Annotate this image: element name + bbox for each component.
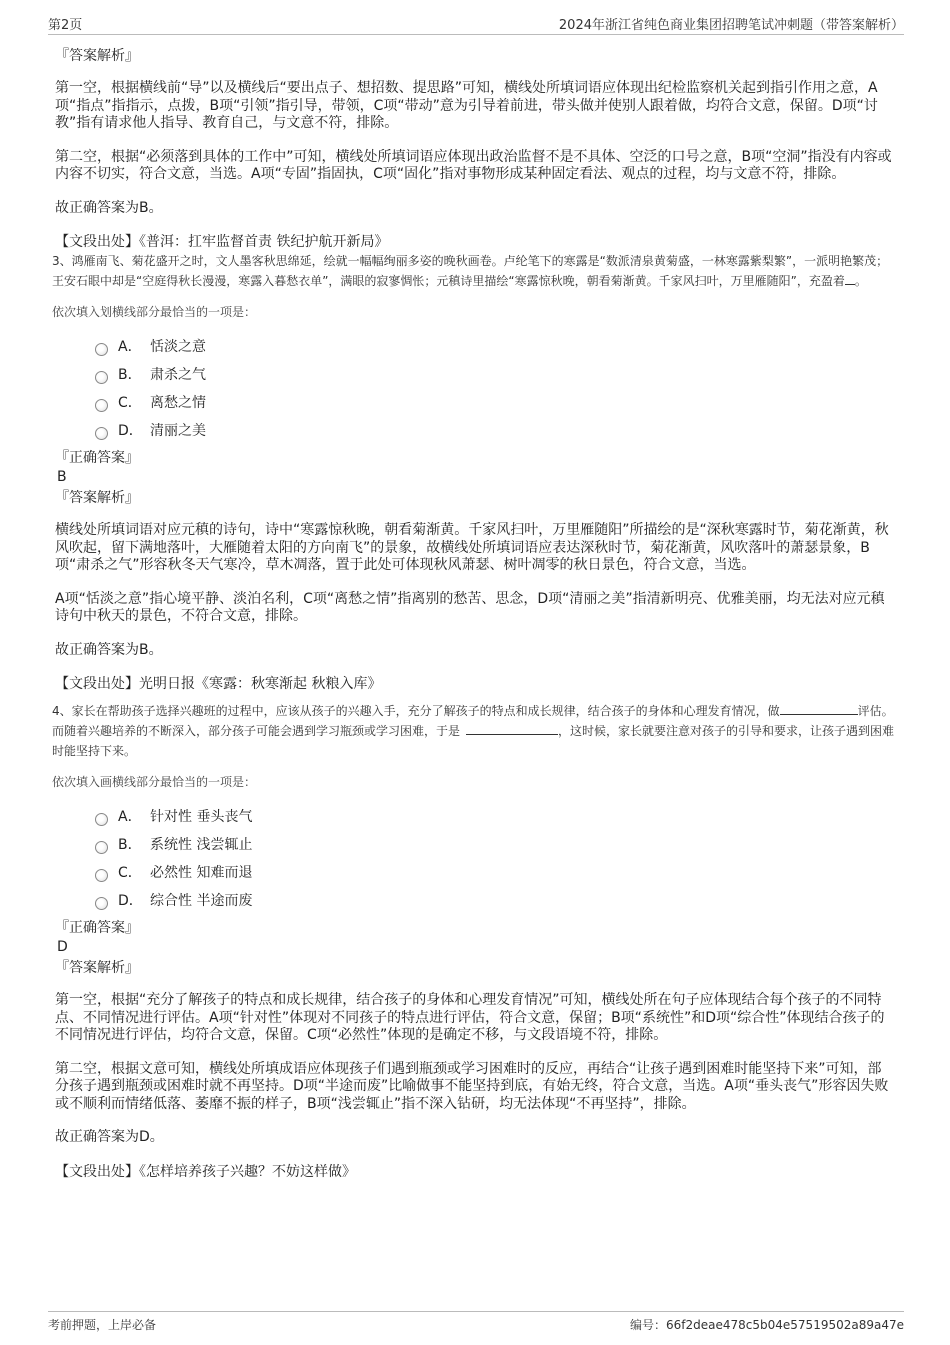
q3-option-c[interactable] — [95, 388, 895, 416]
option-text: 肃杀之气 — [150, 367, 206, 383]
radio-icon[interactable] — [95, 841, 108, 854]
radio-icon[interactable] — [95, 399, 108, 412]
option-text: 清丽之美 — [150, 423, 206, 439]
q3-stem-end: 。 — [854, 274, 867, 288]
radio-icon[interactable] — [95, 813, 108, 826]
q4-stem-a: 4、家长在帮助孩子选择兴趣班的过程中，应该从孩子的兴趣入手，充分了解孩子的特点和成长规律，结合孩子的身体和心理发育情况，做 — [52, 704, 780, 718]
q4-options — [95, 802, 895, 914]
q4-stem-b: 评估。而随着兴趣培养的不断深入，部分孩子可能会遇到学习瓶颈或学习困难，于是 — [52, 704, 894, 738]
option-key: A． — [118, 809, 142, 825]
option-key: D． — [118, 893, 143, 909]
option-key: C． — [118, 395, 142, 411]
option-key: A． — [118, 339, 142, 355]
option-text: 针对性 垂头丧气 — [150, 809, 253, 825]
option-text: 必然性 知难而退 — [150, 865, 253, 881]
page-number: 第2页 — [48, 18, 83, 33]
q3-option-d[interactable] — [95, 416, 895, 444]
q4-option-c[interactable] — [95, 858, 895, 886]
q4-analysis-label: 『答案解析』 — [55, 960, 139, 976]
option-key: D． — [118, 423, 143, 439]
q3-stem-text: 3、鸿雁南飞、菊花盛开之时，文人墨客秋思绵延，绘就一幅幅绚丽多姿的晚秋画卷。卢纶笔下的寒露是“数派清泉黄菊盛，一林寒露紫梨繁”，一派明艳繁茂；王安石眼中却是“空庭得秋长漫漫，寒露入暮愁衣单”，满眼的寂寥惆怅；元稹诗里描绘“寒露惊秋晚，朝看菊渐黄。千家风扫叶，万里雁随阳”，充盈着 — [52, 254, 889, 288]
page-header — [48, 14, 904, 35]
footer-slogan: 考前押题，上岸必备 — [48, 1318, 157, 1332]
q3-option-b[interactable] — [95, 360, 895, 388]
page-footer — [48, 1311, 904, 1334]
q4-blank-2 — [466, 722, 558, 735]
q3-blank — [845, 272, 855, 285]
option-text: 综合性 半途而废 — [150, 893, 253, 909]
q3-analysis-p3: 故正确答案为B。 — [55, 641, 163, 658]
q3-analysis-p1: 横线处所填词语对应元稹的诗句，诗中“寒露惊秋晚，朝看菊渐黄。千家风扫叶，万里雁随阳”所描绘的是“深秋寒露时节，菊花渐黄，秋风吹起，留下满地落叶，大雁随着太阳的方向南飞”的景象，故横线处所填词语应表达深秋时节，菊花渐黄，风吹落叶的萧瑟景象，B项“肃杀之气”形容秋冬天气寒冷，草木凋落，置于此处可体现秋风萧瑟、树叶凋零的秋日景色，符合文意，当选。 — [55, 522, 889, 573]
q3-analysis-p2: A项“恬淡之意”指心境平静、淡泊名利，C项“离愁之情”指离别的愁苦、思念，D项“清丽之美”指清新明亮、优雅美丽，均无法对应元稹诗句中秋天的景色，不符合文意，排除。 — [55, 590, 885, 624]
q4-analysis-p1: 第一空，根据“充分了解孩子的特点和成长规律，结合孩子的身体和心理发育情况”可知，横线处所在句子应体现结合每个孩子的不同特点、不同情况进行评估。A项“针对性”体现对不同孩子的特点进行评估，符合文意，保留；B项“系统性”和D项“综合性”体现结合孩子的不同情况进行评估，均符合文意，保留。C项“必然性”体现的是确定不移，与文段语境不符，排除。 — [55, 992, 885, 1043]
q3-stem — [52, 251, 895, 291]
option-key: C． — [118, 865, 142, 881]
q2-analysis-p2: 第二空，根据“必须落到具体的工作中”可知，横线处所填词语应体现出政治监督不是不具体、空泛的口号之意，B项“空洞”指没有内容或内容不切实，符合文意，当选。A项“专固”指固执，C项“固化”指对事物形成某种固定看法、观点的过程，均与文意不符，排除。 — [55, 148, 892, 182]
q4-correct-answer: D — [57, 939, 68, 955]
q2-source: 【文段出处】《普洱：扛牢监督首责 铁纪护航开新局》 — [55, 234, 389, 250]
q3-correct-answer: B — [57, 469, 67, 485]
radio-icon[interactable] — [95, 427, 108, 440]
radio-icon[interactable] — [95, 343, 108, 356]
option-key: B． — [118, 367, 142, 383]
q4-source: 【文段出处】《怎样培养孩子兴趣？不妨这样做》 — [55, 1163, 356, 1180]
q3-options — [95, 332, 895, 444]
q4-stem — [52, 701, 895, 761]
q4-analysis-p2: 第二空，根据文意可知，横线处所填成语应体现孩子们遇到瓶颈或学习困难时的反应，再结合“让孩子遇到困难时能坚持下来”可知，部分孩子遇到瓶颈或困难时就不再坚持。D项“半途而废”比喻做事不能坚持到底，有始无终，符合文意，当选。A项“垂头丧气”形容因失败或不顺利而情绪低落、萎靡不振的样子，B项“浅尝辄止”指不深入钻研，均无法体现“不再坚持”，排除。 — [55, 1060, 889, 1112]
q3-source: 【文段出处】光明日报《寒露：秋寒渐起 秋粮入库》 — [55, 676, 382, 692]
option-text: 系统性 浅尝辄止 — [150, 837, 253, 853]
radio-icon[interactable] — [95, 897, 108, 910]
radio-icon[interactable] — [95, 371, 108, 384]
q3-prompt: 依次填入划横线部分最恰当的一项是： — [52, 305, 257, 319]
q2-analysis-label: 『答案解析』 — [55, 48, 139, 64]
option-text: 恬淡之意 — [150, 339, 206, 355]
q4-prompt: 依次填入画横线部分最恰当的一项是： — [52, 775, 257, 789]
q4-stem-c: ，这时候，家长就要注意对孩子的引导和要求，让孩子遇到困难时能坚持下来。 — [52, 724, 895, 758]
q2-analysis-p1: 第一空，根据横线前“导”以及横线后“要出点子、想招数、提思路”可知，横线处所填词语应体现出纪检监察机关起到指引作用之意，A项“指点”指指示，点拨，B项“引领”指引导，带领，C项“带动”意为引导着前进，带头做并使别人跟着做，均符合文意，保留。D项“讨教”指有请求他人指导、教育自己，与文意不符，排除。 — [55, 80, 878, 131]
document-title: 2024年浙江省纯色商业集团招聘笔试冲刺题（带答案解析） — [558, 18, 904, 33]
q3-option-a[interactable] — [95, 332, 895, 360]
radio-icon[interactable] — [95, 869, 108, 882]
option-key: B． — [118, 837, 142, 853]
q2-analysis-p3: 故正确答案为B。 — [55, 199, 163, 216]
q4-option-b[interactable] — [95, 830, 895, 858]
q4-option-d[interactable] — [95, 886, 895, 914]
q3-correct-label: 『正确答案』 — [55, 450, 139, 466]
q4-option-a[interactable] — [95, 802, 895, 830]
q4-blank-1 — [780, 702, 858, 715]
footer-doc-id: 编号：66f2deae478c5b04e57519502a89a47e — [630, 1318, 904, 1332]
option-text: 离愁之情 — [150, 395, 206, 411]
q3-analysis-label: 『答案解析』 — [55, 490, 139, 506]
q4-correct-label: 『正确答案』 — [55, 920, 139, 936]
q4-analysis-p3: 故正确答案为D。 — [55, 1129, 164, 1145]
main-content — [52, 44, 895, 1181]
